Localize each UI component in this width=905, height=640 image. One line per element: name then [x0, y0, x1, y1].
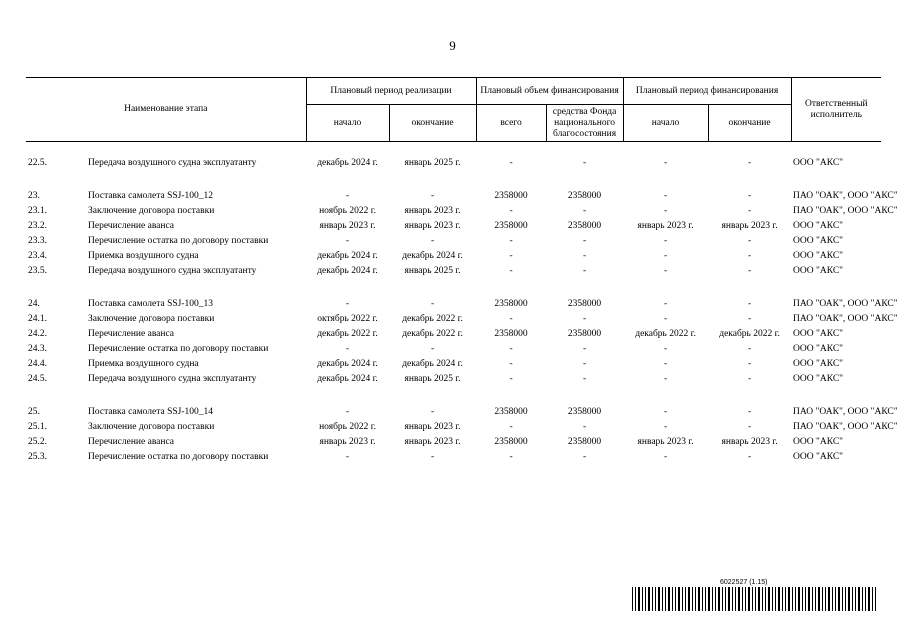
executor-cell: ПАО "ОАК", ООО "АКС" [793, 191, 898, 201]
row-number-cell: 24.5. [28, 374, 47, 384]
financing-start-cell: январь 2023 г. [637, 437, 694, 447]
nwf-amount-cell: - [582, 206, 587, 216]
start-date-cell: декабрь 2024 г. [317, 158, 378, 168]
end-date-cell: декабрь 2024 г. [402, 251, 463, 261]
header-executor: Ответственный исполнитель [791, 78, 881, 142]
total-amount-cell: - [509, 422, 513, 432]
financing-end-cell: - [747, 236, 752, 246]
financing-end-cell: - [747, 206, 752, 216]
barcode-image [632, 587, 880, 611]
header-start: начало [306, 105, 389, 142]
total-amount-cell: - [509, 359, 513, 369]
end-date-cell: - [430, 452, 435, 462]
page-number: 9 [449, 38, 456, 53]
stage-name-cell: Передача воздушного судна эксплуатанту [88, 158, 257, 168]
end-date-cell: январь 2023 г. [404, 422, 461, 432]
nwf-amount-cell: - [582, 236, 587, 246]
stage-name-cell: Перечисление аванса [88, 329, 175, 339]
row-number-cell: 24.4. [28, 359, 47, 369]
row-number-cell: 23. [28, 191, 40, 201]
executor-cell: ООО "АКС" [793, 359, 844, 369]
header-fin-start: начало [623, 105, 708, 142]
executor-cell: ООО "АКС" [793, 344, 844, 354]
start-date-cell: декабрь 2022 г. [317, 329, 378, 339]
table-row [26, 219, 881, 234]
start-date-cell: - [345, 452, 350, 462]
stage-name-cell: Передача воздушного судна эксплуатанту [88, 374, 257, 384]
end-date-cell: январь 2023 г. [404, 221, 461, 231]
start-date-cell: ноябрь 2022 г. [319, 206, 376, 216]
executor-cell: ПАО "ОАК", ООО "АКС" [793, 206, 898, 216]
table-row [26, 312, 881, 327]
total-amount-cell: - [509, 374, 513, 384]
row-number-cell: 24.3. [28, 344, 47, 354]
financing-start-cell: - [663, 299, 668, 309]
end-date-cell: - [430, 344, 435, 354]
header-financing-volume: Плановый объем финансирования [476, 78, 623, 105]
table-row [26, 234, 881, 249]
nwf-amount-cell: - [582, 266, 587, 276]
start-date-cell: январь 2023 г. [319, 437, 376, 447]
financing-start-cell: - [663, 236, 668, 246]
total-amount-cell: - [509, 206, 513, 216]
total-amount-cell: 2358000 [494, 437, 528, 447]
start-date-cell: декабрь 2024 г. [317, 374, 378, 384]
financing-end-cell: - [747, 422, 752, 432]
stage-name-cell: Заключение договора поставки [88, 314, 215, 324]
stage-name-cell: Перечисление остатка по договору поставки [88, 344, 269, 354]
end-date-cell: - [430, 236, 435, 246]
executor-cell: ПАО "ОАК", ООО "АКС" [793, 407, 898, 417]
table-row [26, 249, 881, 264]
start-date-cell: декабрь 2024 г. [317, 266, 378, 276]
total-amount-cell: - [509, 236, 513, 246]
header-total: всего [476, 105, 546, 142]
financing-end-cell: - [747, 266, 752, 276]
total-amount-cell: 2358000 [494, 299, 528, 309]
financing-start-cell: - [663, 266, 668, 276]
start-date-cell: - [345, 191, 350, 201]
table-row [26, 204, 881, 219]
financing-start-cell: - [663, 452, 668, 462]
end-date-cell: январь 2025 г. [404, 374, 461, 384]
stage-name-cell: Перечисление остатка по договору поставки [88, 452, 269, 462]
nwf-amount-cell: 2358000 [567, 329, 602, 339]
stage-name-cell: Заключение договора поставки [88, 422, 215, 432]
nwf-amount-cell: 2358000 [567, 407, 602, 417]
table-row [26, 357, 881, 372]
barcode-number: 6022527 (1.15) [720, 579, 768, 586]
financing-start-cell: - [663, 191, 668, 201]
row-number-cell: 25.3. [28, 452, 47, 462]
executor-cell: ООО "АКС" [793, 329, 844, 339]
total-amount-cell: - [509, 266, 513, 276]
row-number-cell: 23.5. [28, 266, 47, 276]
financing-start-cell: - [663, 374, 668, 384]
start-date-cell: декабрь 2024 г. [317, 359, 378, 369]
end-date-cell: декабрь 2024 г. [402, 359, 463, 369]
stage-name-cell: Заключение договора поставки [88, 206, 215, 216]
financing-start-cell: - [663, 158, 668, 168]
financing-end-cell: - [747, 191, 752, 201]
stage-name-cell: Перечисление аванса [88, 221, 175, 231]
end-date-cell: январь 2025 г. [404, 266, 461, 276]
header-stage-name: Наименование этапа [26, 78, 306, 142]
stage-name-cell: Поставка самолета SSJ-100_14 [88, 407, 214, 417]
nwf-amount-cell: 2358000 [567, 437, 602, 447]
executor-cell: ООО "АКС" [793, 266, 844, 276]
total-amount-cell: 2358000 [494, 191, 528, 201]
stage-name-cell: Перечисление аванса [88, 437, 175, 447]
financing-start-cell: - [663, 422, 668, 432]
nwf-amount-cell: 2358000 [567, 191, 602, 201]
table-row [26, 156, 881, 171]
financing-start-cell: - [663, 407, 668, 417]
financing-end-cell: январь 2023 г. [721, 221, 778, 231]
financing-start-cell: - [663, 206, 668, 216]
table-row [26, 435, 881, 450]
table-row [26, 450, 881, 465]
header-nwf-funds: средства Фонда национального благосостояния [546, 105, 623, 142]
row-number-cell: 25.1. [28, 422, 47, 432]
total-amount-cell: 2358000 [494, 407, 528, 417]
start-date-cell: декабрь 2024 г. [317, 251, 378, 261]
end-date-cell: декабрь 2022 г. [402, 329, 463, 339]
end-date-cell: - [430, 299, 435, 309]
executor-cell: ООО "АКС" [793, 437, 844, 447]
executor-cell: ПАО "ОАК", ООО "АКС" [793, 422, 898, 432]
stage-name-cell: Приемка воздушного судна [88, 251, 199, 261]
end-date-cell: январь 2023 г. [404, 437, 461, 447]
table-row [26, 327, 881, 342]
total-amount-cell: - [509, 158, 513, 168]
row-number-cell: 23.2. [28, 221, 47, 231]
row-number-cell: 24. [28, 299, 40, 309]
stage-name-cell: Поставка самолета SSJ-100_12 [88, 191, 214, 201]
end-date-cell: январь 2025 г. [404, 158, 461, 168]
financing-end-cell: - [747, 344, 752, 354]
financing-start-cell: - [663, 344, 668, 354]
nwf-amount-cell: - [582, 359, 587, 369]
stage-name-cell: Приемка воздушного судна [88, 359, 199, 369]
table-row [26, 405, 881, 420]
financing-end-cell: декабрь 2022 г. [719, 329, 780, 339]
financing-end-cell: - [747, 359, 752, 369]
total-amount-cell: 2358000 [494, 221, 528, 231]
header-fin-end: окончание [708, 105, 791, 142]
financing-start-cell: - [663, 314, 668, 324]
row-number-cell: 25.2. [28, 437, 47, 447]
executor-cell: ПАО "ОАК", ООО "АКС" [793, 299, 898, 309]
nwf-amount-cell: - [582, 374, 587, 384]
plan-table [26, 77, 898, 465]
financing-start-cell: январь 2023 г. [637, 221, 694, 231]
financing-start-cell: декабрь 2022 г. [635, 329, 696, 339]
row-number-cell: 24.2. [28, 329, 47, 339]
table-row [26, 189, 881, 204]
row-number-cell: 23.1. [28, 206, 47, 216]
financing-start-cell: - [663, 359, 668, 369]
table-row [26, 372, 881, 387]
stage-name-cell: Поставка самолета SSJ-100_13 [88, 299, 214, 309]
executor-cell: ООО "АКС" [793, 158, 844, 168]
table-row [26, 342, 881, 357]
start-date-cell: октябрь 2022 г. [317, 314, 378, 324]
executor-cell: ООО "АКС" [793, 221, 844, 231]
end-date-cell: декабрь 2022 г. [402, 314, 463, 324]
financing-end-cell: - [747, 374, 752, 384]
header-financing-period: Плановый период финансирования [623, 78, 791, 105]
end-date-cell: январь 2023 г. [404, 206, 461, 216]
nwf-amount-cell: - [582, 158, 587, 168]
total-amount-cell: - [509, 251, 513, 261]
end-date-cell: - [430, 407, 435, 417]
executor-cell: ПАО "ОАК", ООО "АКС" [793, 314, 898, 324]
table-row [26, 297, 881, 312]
total-amount-cell: - [509, 314, 513, 324]
executor-cell: ООО "АКС" [793, 374, 844, 384]
nwf-amount-cell: 2358000 [567, 221, 602, 231]
nwf-amount-cell: - [582, 314, 587, 324]
financing-end-cell: - [747, 314, 752, 324]
total-amount-cell: 2358000 [494, 329, 528, 339]
row-number-cell: 23.4. [28, 251, 47, 261]
start-date-cell: - [345, 299, 350, 309]
stage-name-cell: Перечисление остатка по договору поставки [88, 236, 269, 246]
financing-start-cell: - [663, 251, 668, 261]
start-date-cell: - [345, 236, 350, 246]
header-end: окончание [389, 105, 476, 142]
total-amount-cell: - [509, 344, 513, 354]
header-implementation-period: Плановый период реализации [306, 78, 476, 105]
stage-name-cell: Передача воздушного судна эксплуатанту [88, 266, 257, 276]
nwf-amount-cell: 2358000 [567, 299, 602, 309]
nwf-amount-cell: - [582, 251, 587, 261]
row-number-cell: 22.5. [28, 158, 47, 168]
financing-end-cell: - [747, 407, 752, 417]
table-body [26, 142, 898, 466]
total-amount-cell: - [509, 452, 513, 462]
table-row [26, 420, 881, 435]
row-number-cell: 23.3. [28, 236, 47, 246]
start-date-cell: ноябрь 2022 г. [319, 422, 376, 432]
executor-cell: ООО "АКС" [793, 236, 844, 246]
row-number-cell: 25. [28, 407, 40, 417]
start-date-cell: - [345, 407, 350, 417]
end-date-cell: - [430, 191, 435, 201]
row-number-cell: 24.1. [28, 314, 47, 324]
executor-cell: ООО "АКС" [793, 452, 844, 462]
start-date-cell: - [345, 344, 350, 354]
table-row [26, 264, 881, 279]
table-header [26, 78, 881, 142]
financing-end-cell: январь 2023 г. [721, 437, 778, 447]
financing-end-cell: - [747, 299, 752, 309]
financing-end-cell: - [747, 452, 752, 462]
financing-end-cell: - [747, 158, 752, 168]
executor-cell: ООО "АКС" [793, 251, 844, 261]
nwf-amount-cell: - [582, 344, 587, 354]
nwf-amount-cell: - [582, 422, 587, 432]
nwf-amount-cell: - [582, 452, 587, 462]
start-date-cell: январь 2023 г. [319, 221, 376, 231]
financing-end-cell: - [747, 251, 752, 261]
